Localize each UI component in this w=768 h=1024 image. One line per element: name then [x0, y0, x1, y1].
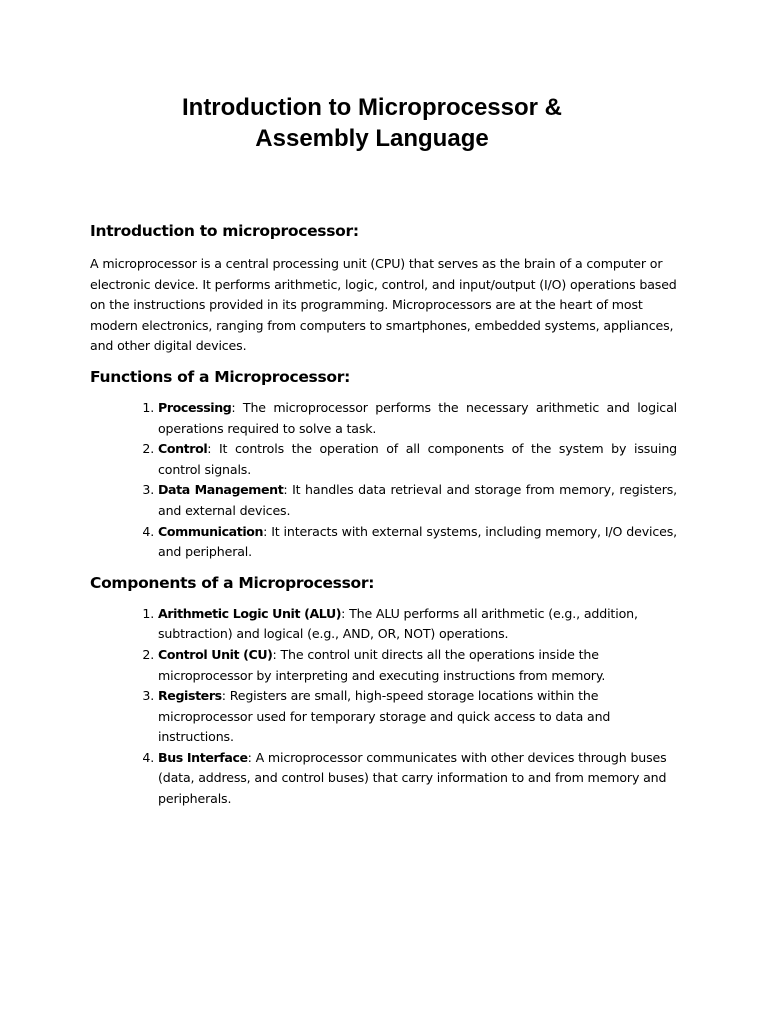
list-item — [158, 748, 677, 810]
list-item-desc: : It controls the operation of all components of the system by issuing control signals. — [158, 441, 677, 477]
list-item-term: Registers — [158, 688, 222, 704]
functions-heading: Functions of a Microprocessor: — [90, 367, 350, 386]
list-item-desc: : The control unit directs all the operations inside the microprocessor by interpreting and executing instructions from memory. — [158, 646, 606, 683]
list-item — [158, 439, 677, 480]
list-item — [158, 604, 677, 645]
intro-heading: Introduction to microprocessor: — [90, 222, 359, 240]
list-item-term: Control — [158, 441, 208, 457]
list-item-term: Data Management — [158, 482, 284, 498]
functions-list — [90, 398, 677, 563]
list-item-desc: : It handles data retrieval and storage from memory, registers, and external devices. — [158, 482, 677, 518]
list-item-term: Processing — [158, 399, 232, 415]
list-item-term: Arithmetic Logic Unit (ALU) — [158, 605, 342, 621]
list-item-desc: : The microprocessor performs the necessary arithmetic and logical operations required to solve a task. — [158, 399, 677, 436]
list-item-desc: : The ALU performs all arithmetic (e.g., addition, subtraction) and logical (e.g., AND, OR, NOT) operations. — [158, 605, 638, 642]
intro-paragraph: A microprocessor is a central processing unit (CPU) that serves as the brain of a computer or electronic device. It performs arithmetic, logic, control, and input/output (I/O) operations based on the instructions provided in its programming. Microprocessors are at the heart of most modern electronics, ranging from computers to smartphones, embedded systems, appliances, and other digital devices. — [90, 256, 677, 354]
list-item-desc: : A microprocessor communicates with other devices through buses (data, address, and control buses) that carry information to and from memory and peripherals. — [158, 749, 667, 807]
list-item — [158, 398, 677, 439]
components-list — [90, 604, 677, 810]
list-item — [158, 645, 677, 686]
components-heading: Components of a Microprocessor: — [90, 573, 375, 592]
list-item-desc: : Registers are small, high-speed storage locations within the microprocessor used for temporary storage and quick access to data and instructions. — [158, 688, 611, 745]
list-item-term: Communication — [158, 523, 264, 539]
title-line-1: Introduction to Microprocessor & — [181, 94, 562, 121]
list-item — [158, 480, 677, 521]
list-item-term: Bus Interface — [158, 749, 248, 765]
list-item — [158, 522, 677, 563]
document-body — [90, 220, 677, 810]
title-line-2: Assembly Language — [255, 125, 489, 152]
document-title — [90, 92, 654, 154]
list-item-desc: : It interacts with external systems, including memory, I/O devices, and peripheral. — [158, 523, 677, 560]
list-item — [158, 686, 677, 748]
list-item-term: Control Unit (CU) — [158, 646, 273, 662]
